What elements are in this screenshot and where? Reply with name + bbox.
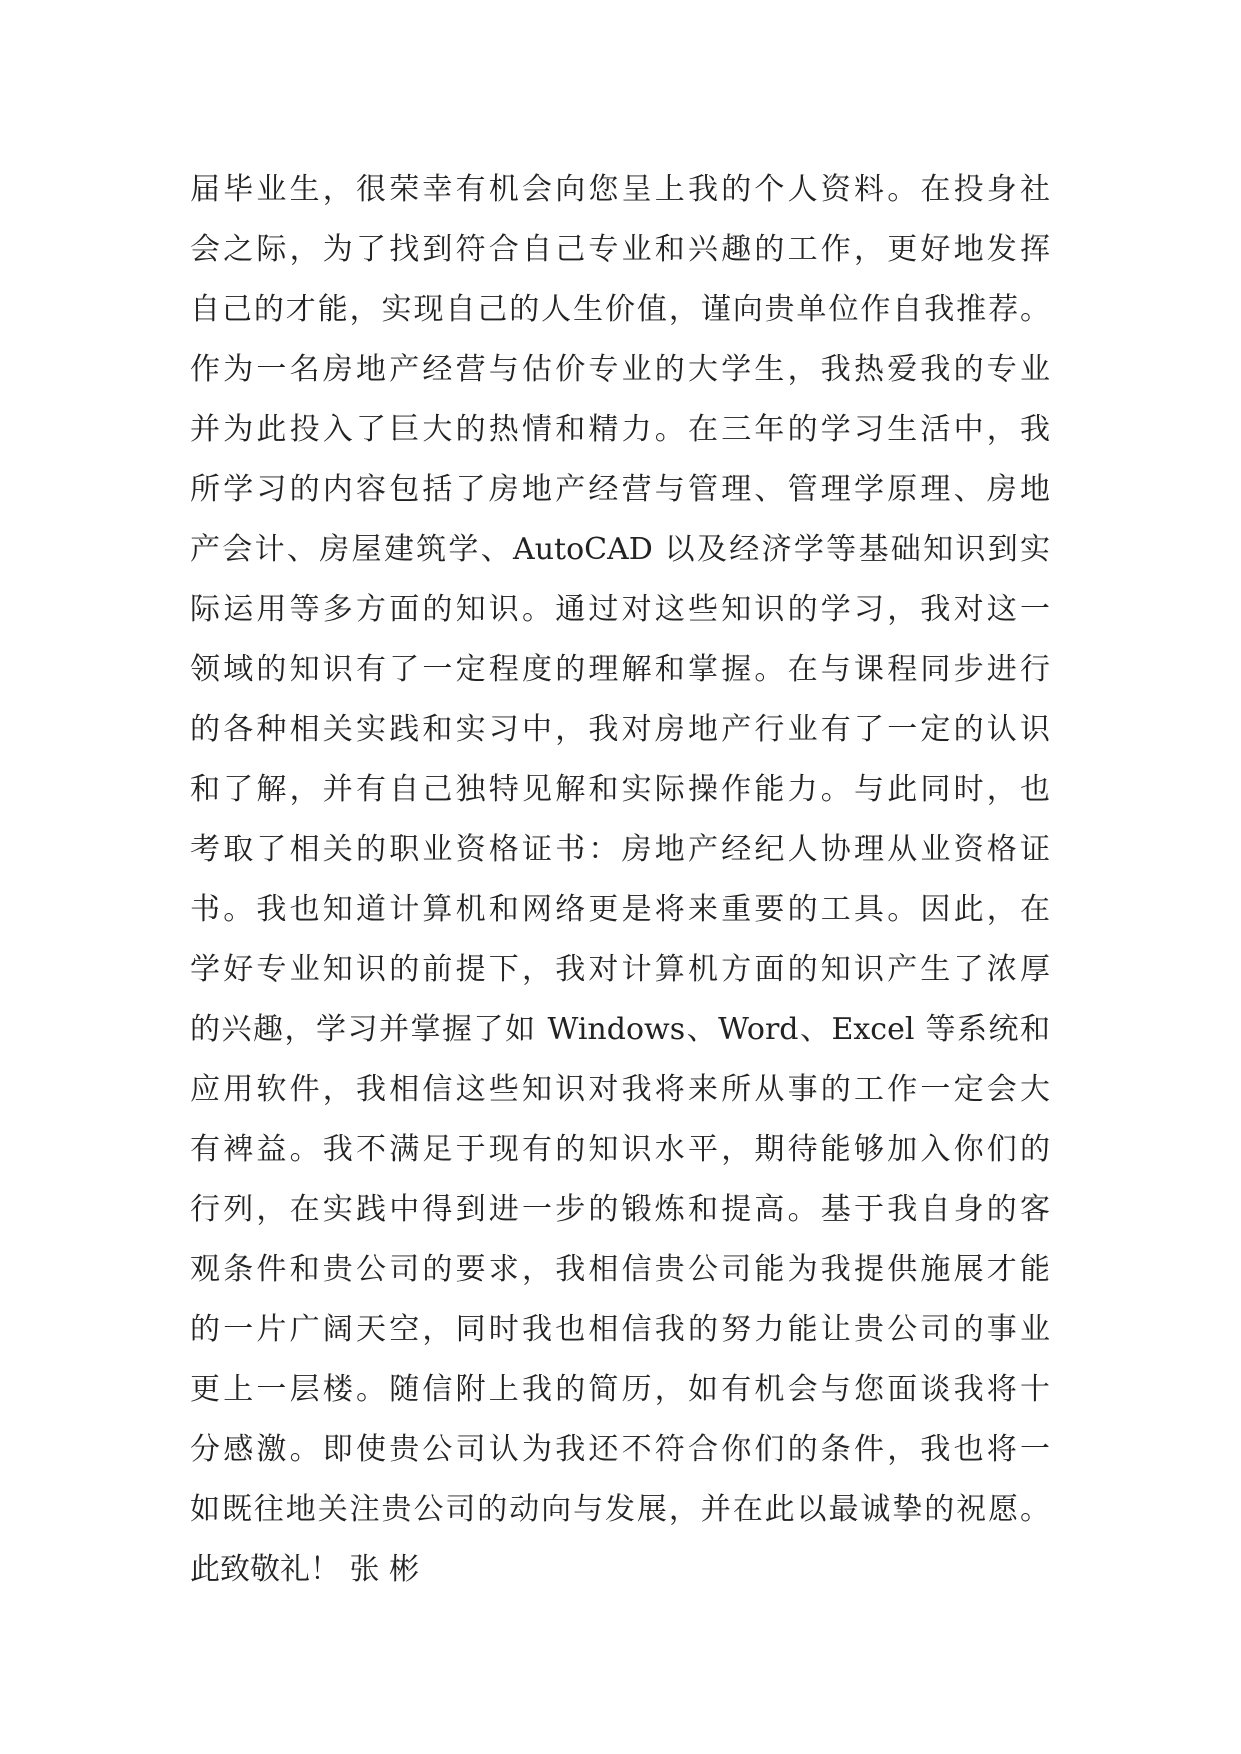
text-line: 有裨益。我不满足于现有的知识水平，期待能够加入你们的 (190, 1132, 1050, 1167)
text-line: 更上一层楼。随信附上我的简历，如有机会与您面谈我将十 (190, 1372, 1050, 1407)
text-line: 行列，在实践中得到进一步的锻炼和提高。基于我自身的客 (190, 1192, 1050, 1227)
text-line: 领域的知识有了一定程度的理解和掌握。在与课程同步进行 (190, 652, 1050, 687)
text-line: 应用软件，我相信这些知识对我将来所从事的工作一定会大 (190, 1072, 1050, 1107)
text-line: 的兴趣，学习并掌握了如 Windows、Word、Excel 等系统和 (190, 1012, 1050, 1047)
text-line: 的一片广阔天空，同时我也相信我的努力能让贵公司的事业 (190, 1312, 1050, 1347)
text-line: 考取了相关的职业资格证书：房地产经纪人协理从业资格证 (190, 832, 1050, 867)
text-line: 观条件和贵公司的要求，我相信贵公司能为我提供施展才能 (190, 1252, 1050, 1287)
text-line: 产会计、房屋建筑学、AutoCAD 以及经济学等基础知识到实 (190, 532, 1050, 567)
text-line: 并为此投入了巨大的热情和精力。在三年的学习生活中，我 (190, 412, 1050, 447)
text-line: 如既往地关注贵公司的动向与发展，并在此以最诚挚的祝愿。 (190, 1492, 1050, 1527)
text-line: 分感激。即使贵公司认为我还不符合你们的条件，我也将一 (190, 1432, 1050, 1467)
text-line: 会之际，为了找到符合自己专业和兴趣的工作，更好地发挥 (190, 232, 1050, 267)
text-line: 际运用等多方面的知识。通过对这些知识的学习，我对这一 (190, 592, 1050, 627)
text-line: 书。我也知道计算机和网络更是将来重要的工具。因此，在 (190, 892, 1050, 927)
text-line: 所学习的内容包括了房地产经营与管理、管理学原理、房地 (190, 472, 1050, 507)
text-line: 作为一名房地产经营与估价专业的大学生，我热爱我的专业 (190, 352, 1050, 387)
letter-body (190, 160, 1050, 1600)
text-line: 学好专业知识的前提下，我对计算机方面的知识产生了浓厚 (190, 952, 1050, 987)
text-line: 的各种相关实践和实习中，我对房地产行业有了一定的认识 (190, 712, 1050, 747)
text-line: 届毕业生，很荣幸有机会向您呈上我的个人资料。在投身社 (190, 172, 1050, 207)
text-line: 和了解，并有自己独特见解和实际操作能力。与此同时，也 (190, 772, 1050, 807)
text-line: 自己的才能，实现自己的人生价值，谨向贵单位作自我推荐。 (190, 292, 1050, 327)
closing-signature-line: 此致敬礼！ 张 彬 (190, 1552, 420, 1587)
